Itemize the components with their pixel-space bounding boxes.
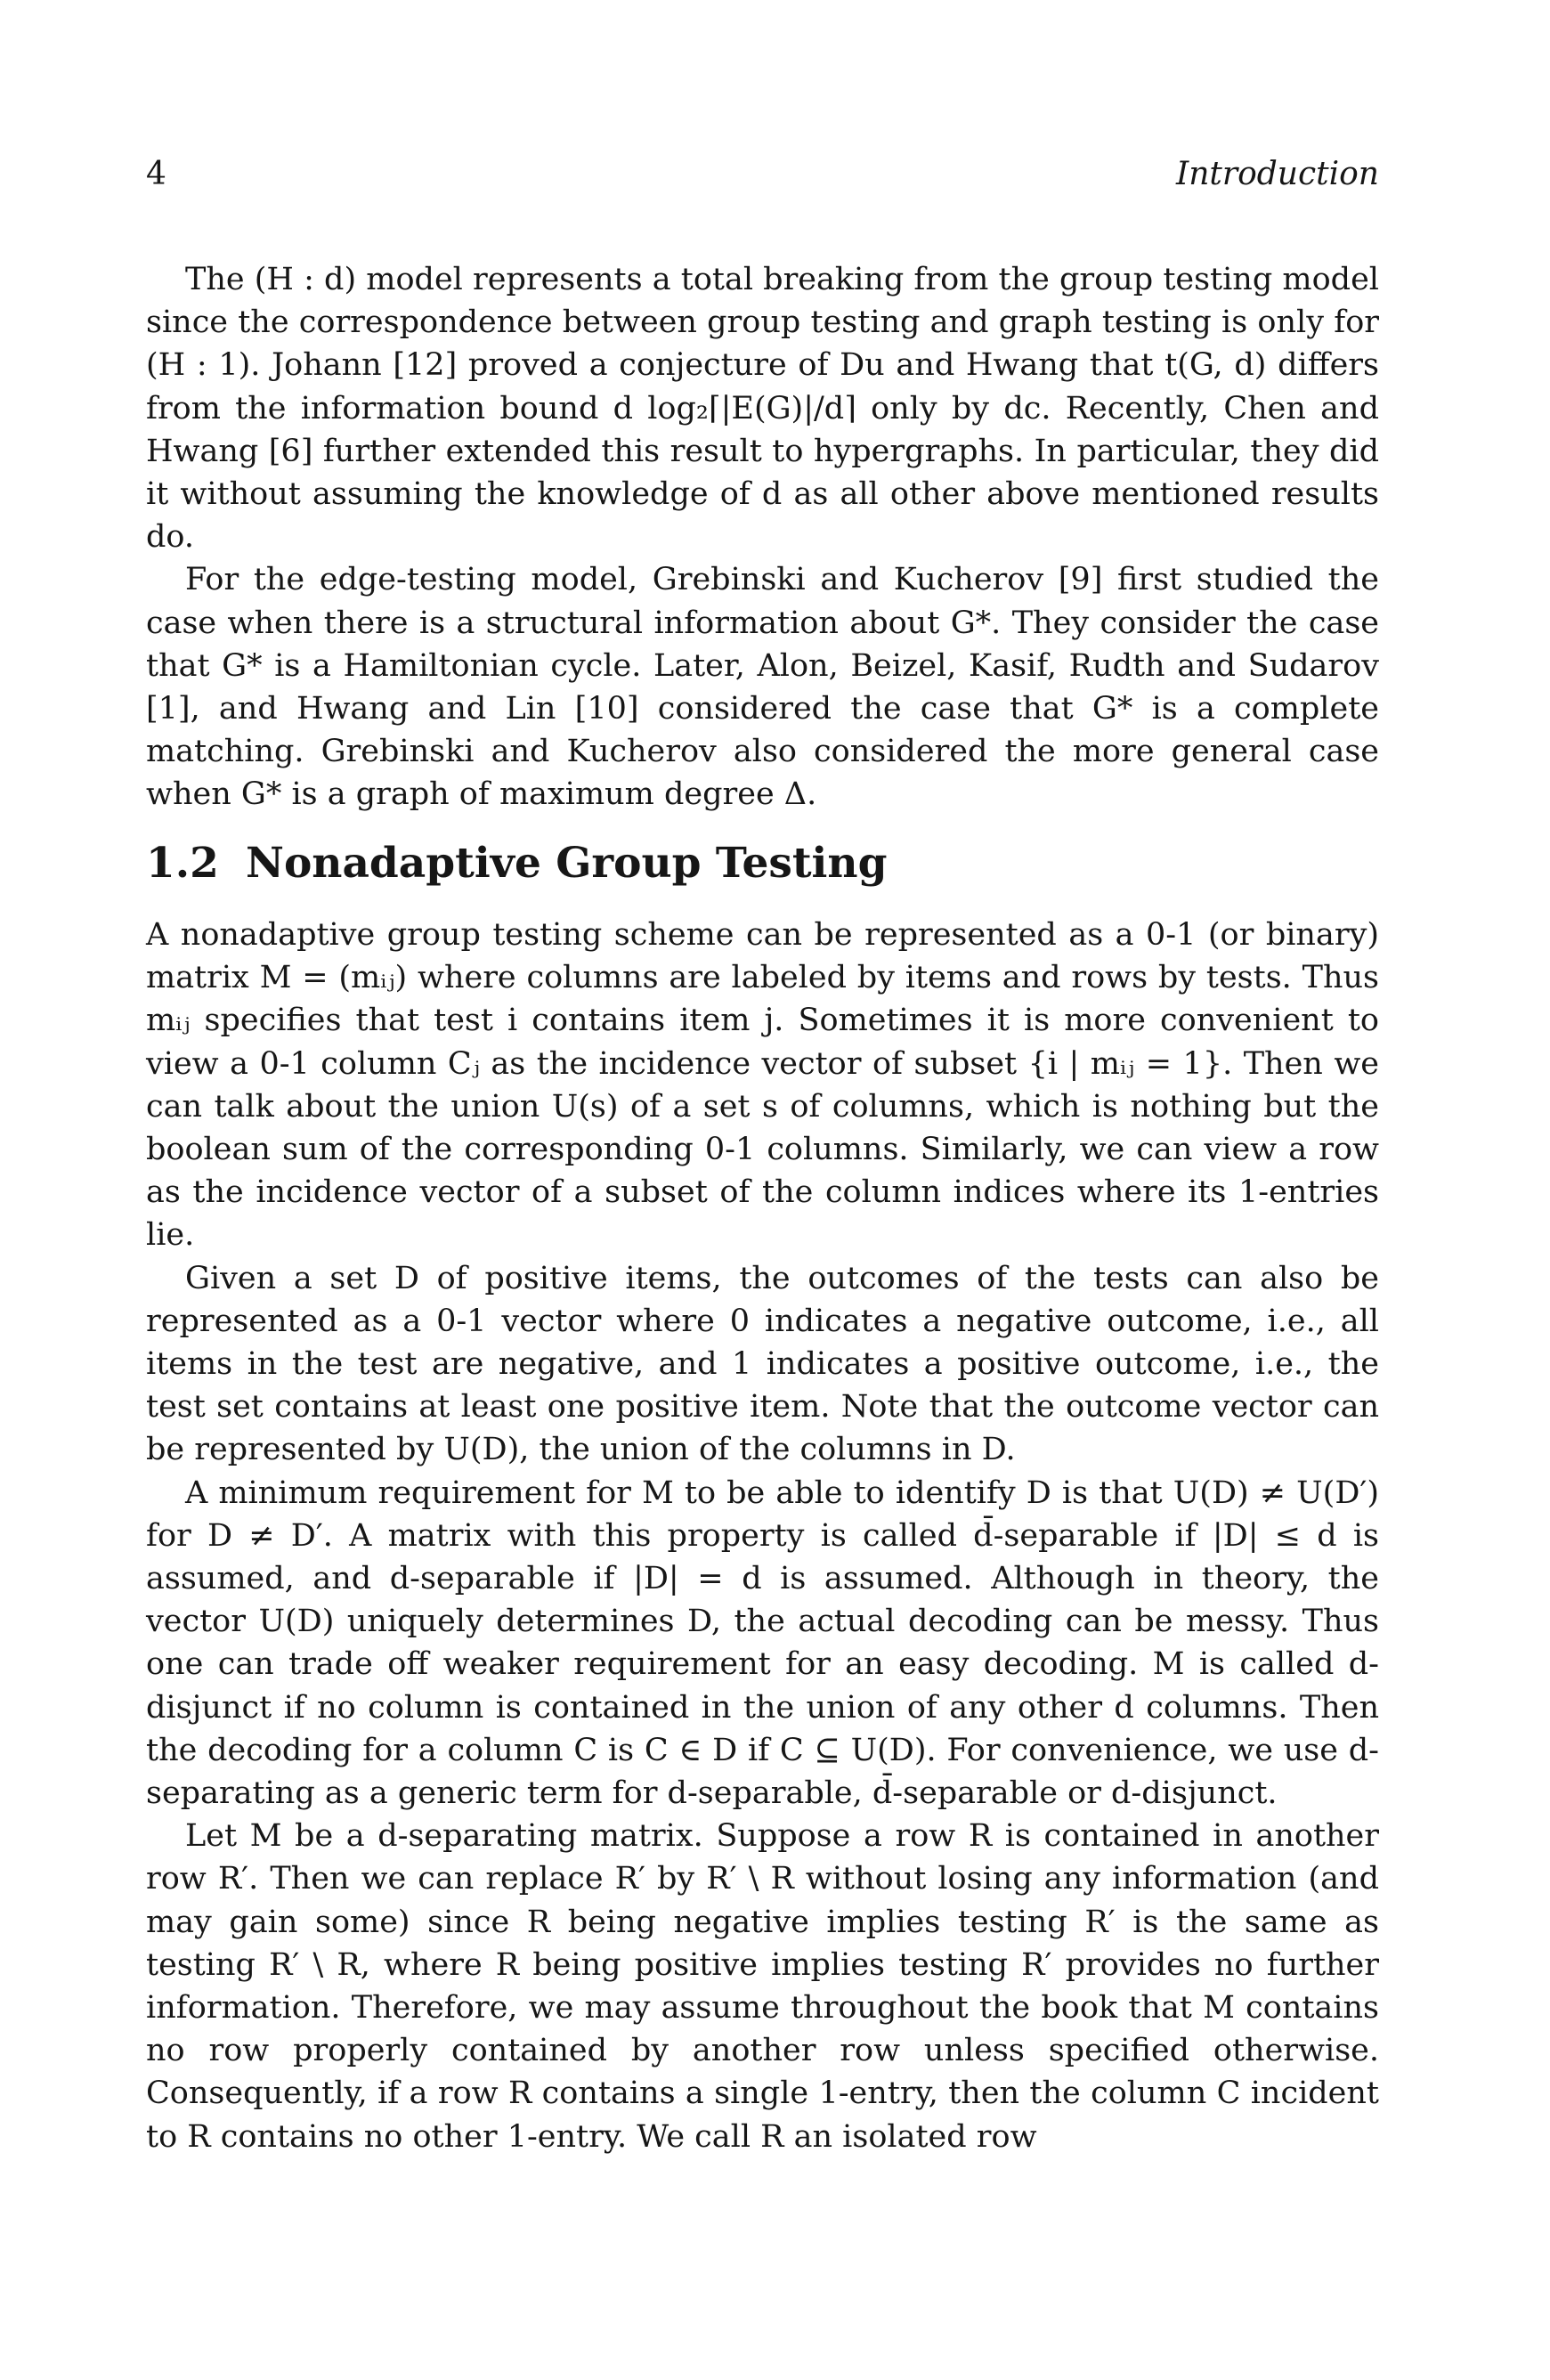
paragraph-matrix-representation: A nonadaptive group testing scheme can be represented as a 0-1 (or binary) matrix M = (mᵢⱼ) where columns are labeled by items and rows by tests. Thus mᵢⱼ specifies that test i contains item j. Sometimes it is more convenient to view a 0-1 column Cⱼ as the incidence vector of subset {i | mᵢⱼ = 1}. Then we can talk about the union U(s) of a set s of columns, which is nothing but the boolean sum of the corresponding 0-1 columns. Similarly, we can view a row as the incidence vector of a subset of the column indices where its 1-entries lie. [146,917,1379,1254]
paragraph-outcome-vector: Given a set D of positive items, the outcomes of the tests can also be represented as a 0-1 vector where 0 indicates a negative outcome, i.e., all items in the test are negative, and 1 indicates a positive outcome, i.e., the test set contains at least one positive item. Note that the outcome vector can be represented by U(D), the union of the columns in D. [146,1260,1379,1468]
page-number: 4 [146,156,166,192]
section-text-block [146,914,1379,2158]
paragraph-isolated-row: Let M be a d-separating matrix. Suppose a row R is contained in another row R′. Then we can replace R′ by R′ \ R without losing any information (and may gain some) since R being negative implies testing R′ is the same as testing R′ \ R, where R being positive implies testing R′ provides no further information. Therefore, we may assume throughout the book that M contains no row properly contained by another row unless specified otherwise. Consequently, if a row R contains a single 1-entry, then the column C incident to R contains no other 1-entry. We call R an isolated row [146,1818,1379,2155]
paragraph-separability: A minimum requirement for M to be able to identify D is that U(D) ≠ U(D′) for D ≠ D′. A matrix with this property is called d̄-separable if |D| ≤ d is assumed, and d-separable if |D| = d is assumed. Although in theory, the vector U(D) uniquely determines D, the actual decoding can be messy. Thus one can trade off weaker requirement for an easy decoding. M is called d-disjunct if no column is contained in the union of any other d columns. Then the decoding for a column C is C ∈ D if C ⊆ U(D). For convenience, we use d-separating as a generic term for d-separable, d̄-separable or d-disjunct. [146,1474,1379,1812]
chapter-title: Introduction [1176,156,1379,192]
section-title: Nonadaptive Group Testing [246,839,888,888]
paragraph-hd-model: The (H : d) model represents a total breaking from the group testing model since the correspondence between group testing and graph testing is only for (H : 1). Johann [12] proved a conjecture of Du and Hwang that t(G, d) differs from the information bound d log₂⌈|E(G)|/d⌉ only by dc. Recently, Chen and Hwang [6] further extended this result to hypergraphs. In particular, they did it without assuming the knowledge of d as all other above mentioned results do. [146,262,1379,556]
running-head [146,150,1379,199]
paragraph-edge-testing: For the edge-testing model, Grebinski and Kucherov [9] first studied the case when there is a structural information about G*. They consider the case that G* is a Hamiltonian cycle. Later, Alon, Beizel, Kasif, Rudth and Sudarov [1], and Hwang and Lin [10] considered the case that G* is a complete matching. Grebinski and Kucherov also considered the more general case when G* is a graph of maximum degree Δ. [146,562,1379,813]
intro-text-block [146,258,1379,816]
section-heading [146,837,1379,890]
section-number: 1.2 [146,839,219,888]
